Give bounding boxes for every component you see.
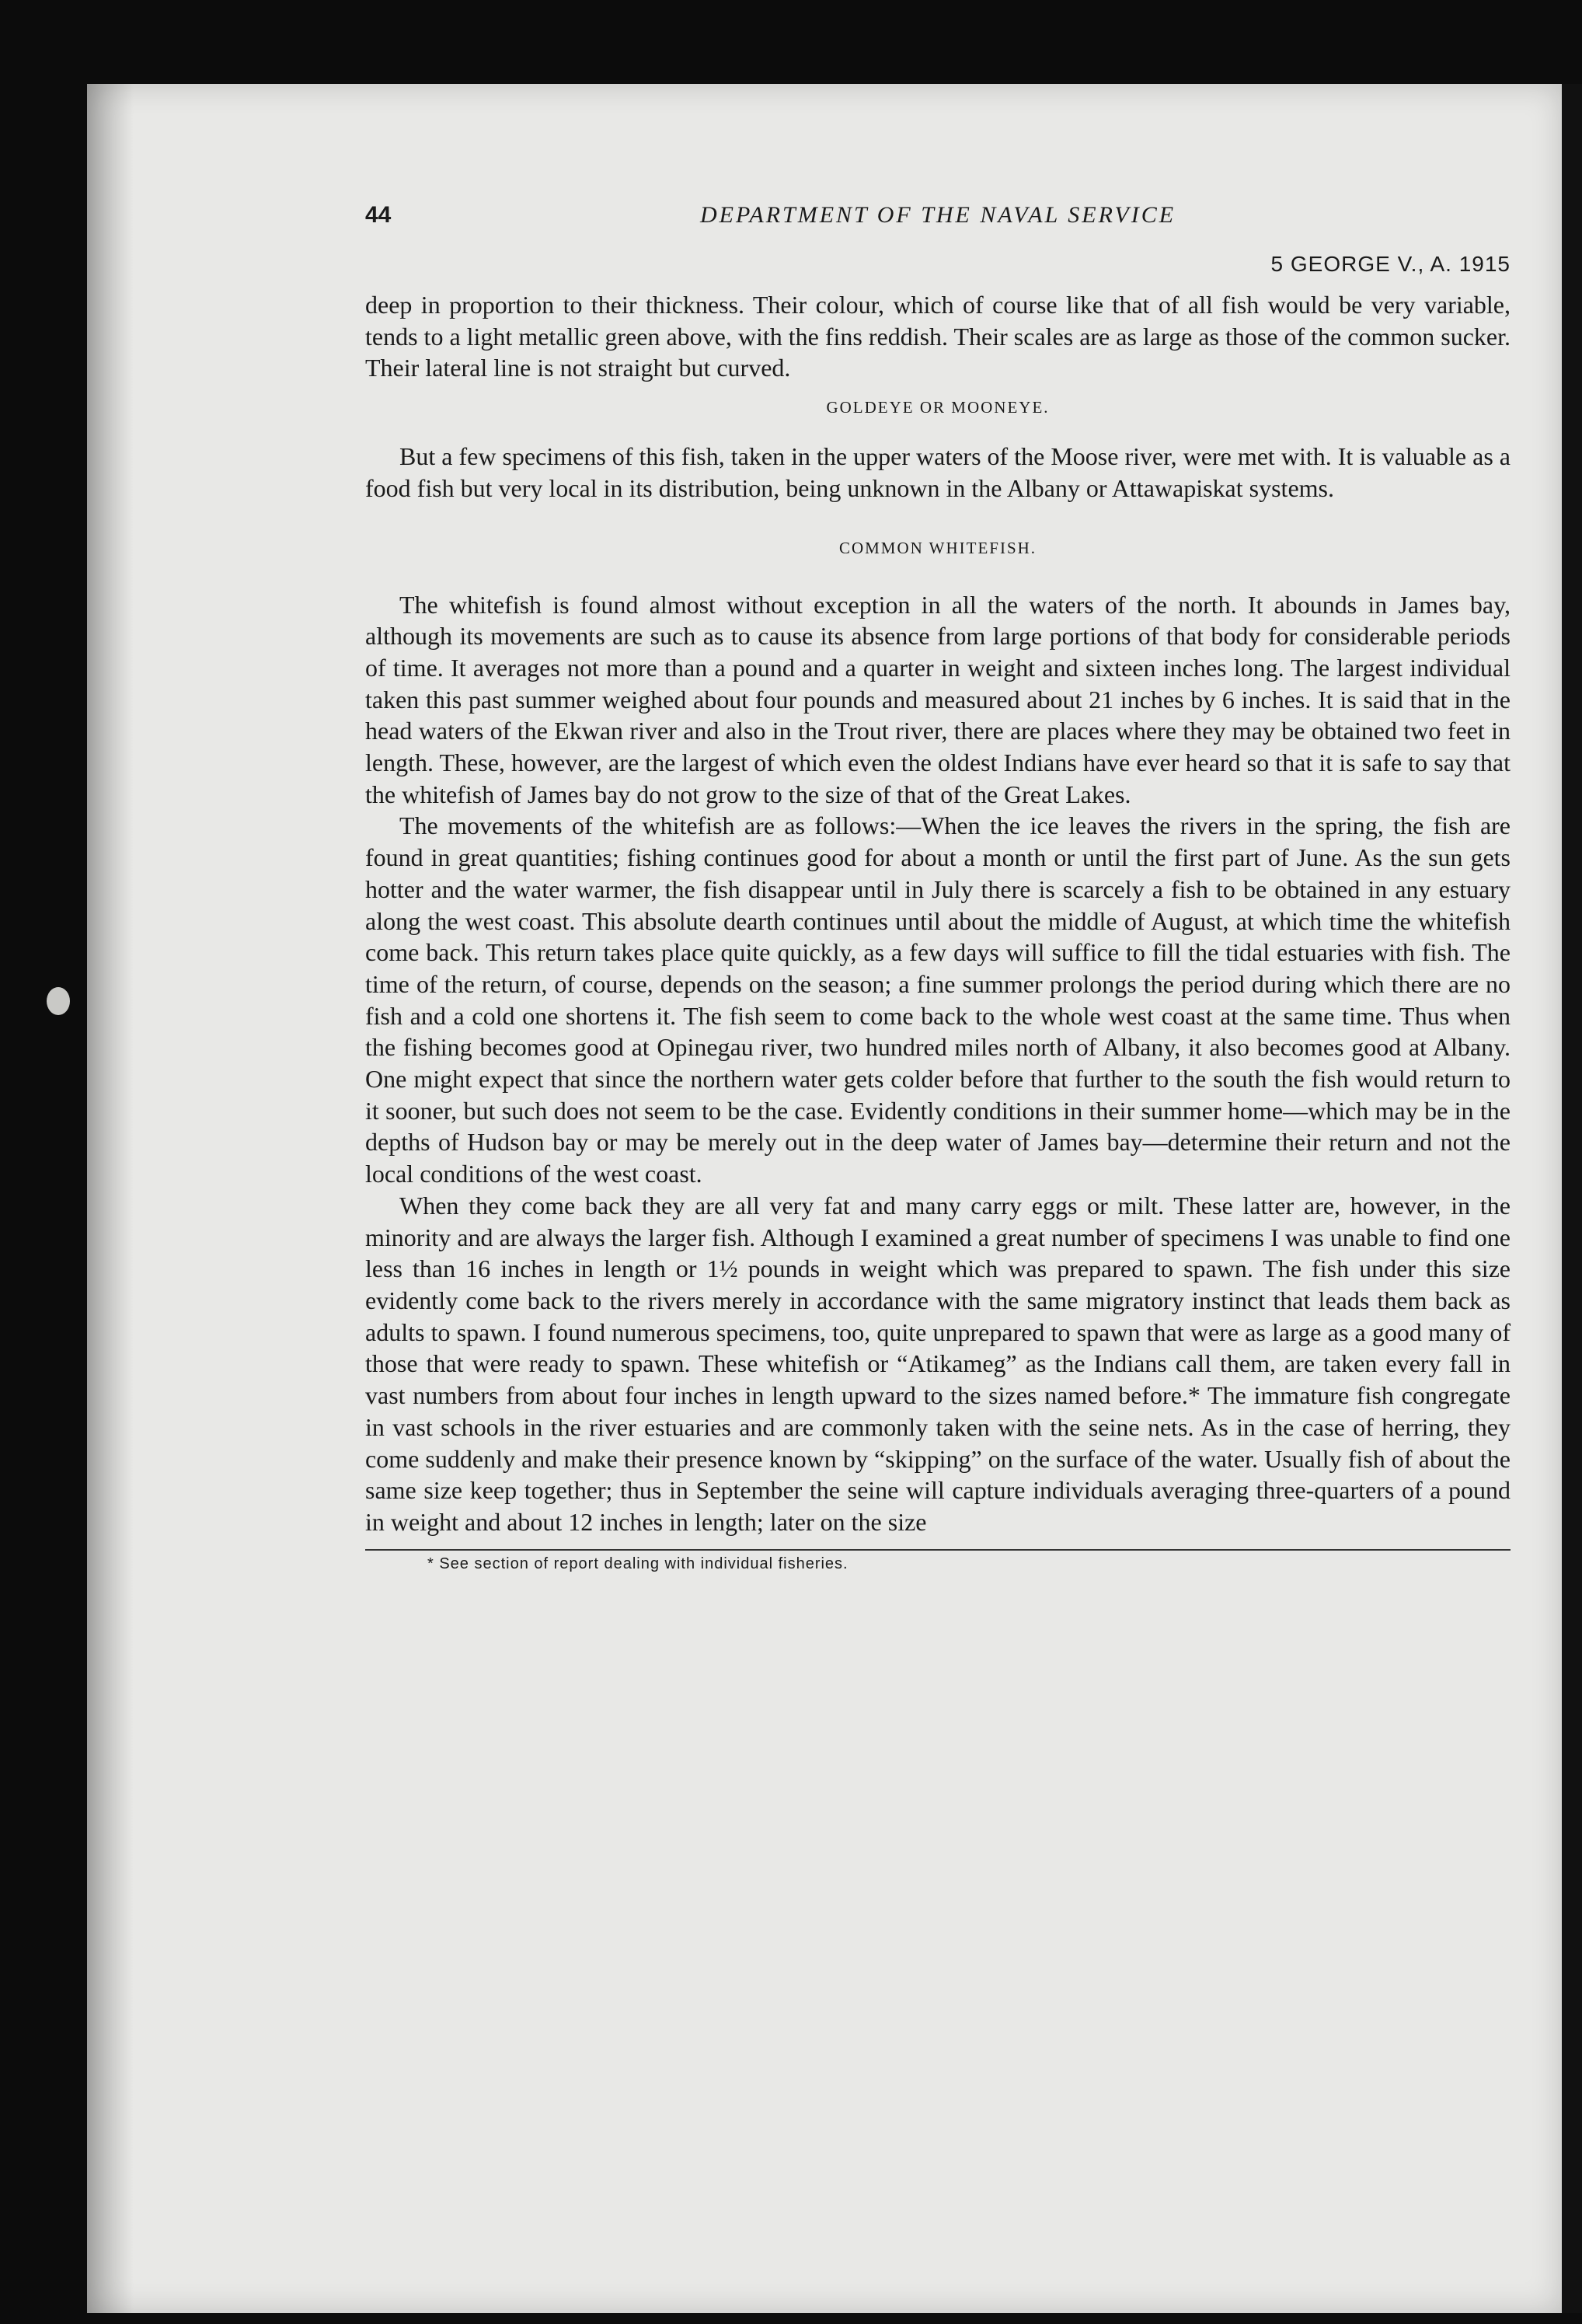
section-heading-goldeye: GOLDEYE OR MOONEYE. — [826, 398, 1050, 417]
footnote-rule — [365, 1549, 1511, 1551]
running-head: DEPARTMENT OF THE NAVAL SERVICE — [699, 202, 1176, 228]
paragraph-whitefish-1: The whitefish is found almost without exception in all the waters of the north. It abounds in James bay, although its movements are such as to cause its absence from large portions of that body for considerable periods of time. It averages not more than a pound and a quarter in weight and sixteen inches long. The largest individual taken this past summer weighed about four pounds and measured about 21 inches by 6 inches. It is said that in the head waters of the Ekwan river and also in the Trout river, there are places where they may be obtained two feet in length. These, however, are the largest of which even the oldest Indians have ever heard so that it is safe to say that the whitefish of James bay do not grow to the size of that of the Great Lakes. — [365, 590, 1511, 808]
page-binding-shadow — [87, 84, 134, 2313]
page-number: 44 — [365, 202, 392, 228]
scan-border — [1562, 84, 1582, 2313]
footnote: * See section of report dealing with individual fisheries. — [427, 1555, 848, 1572]
paragraph-opening: deep in proportion to their thickness. Their colour, which of course like that of all fish would be very variable, tends to a light metallic green above, with the fins reddish. Their scales are as large as those of the common sucker. Their lateral line is not straight but curved. — [365, 291, 1511, 382]
section-heading-whitefish: COMMON WHITEFISH. — [838, 538, 1037, 557]
paragraph-whitefish-3: When they come back they are all very fat and many carry eggs or milt. These latter are, however, in the minority and are always the larger fish. Although I examined a great number of specimens I was unable to find one less than 16 inches in length or 1½ pounds in weight which was prepared to spawn. The fish under this size evidently come back to the rivers merely in accordance with the same migratory instinct that leads them back as adults to spawn. I found numerous specimens, too, quite unprepared to spawn that were as large as a good many of those that were ready to spawn. These whitefish or “Atikameg” as the Indians call them, are taken every fall in vast numbers from about four inches in length upward to the sizes named before.* The immature fish congregate in vast schools in the river estuaries and are commonly taken with the seine nets. As in the case of herring, they come suddenly and make their presence known by “skipping” on the surface of the water. Usually fish of about the same size keep together; thus in September the seine will capture individuals averaging three-quarters of a pound in weight and about 12 inches in length; later on the size — [365, 1191, 1511, 1536]
paragraph-whitefish-2: The movements of the whitefish are as follows:—When the ice leaves the rivers in the spring, the fish are found in great quantities; fishing continues good for about a month or until the first part of June. As the sun gets hotter and the water warmer, the fish disappear until in July there is scarcely a fish to be obtained in any estuary along the west coast. This absolute dearth continues until about the middle of August, at which time the whitefish come back. This return takes place quite quickly, as a few days will suffice to fill the tidal estuaries with fish. The time of the return, of course, depends on the season; a fine summer prolongs the period during which there are no fish and a cold one shortens it. The fish seem to come back to the whole west coast at the same time. Thus when the fishing becomes good at Opinegau river, two hundred miles north of Albany, it also becomes good at Albany. One might expect that since the northern water gets colder before that further to the south the fish would return to it sooner, but such does not seem to be the case. Evidently conditions in their summer home—which may be in the depths of Hudson bay or may be merely out in the deep water of James bay—determine their return and not the local conditions of the west coast. — [365, 811, 1511, 1188]
paragraph-goldeye: But a few specimens of this fish, taken in the upper waters of the Moose river, were met with. It is valuable as a food fish but very local in its distribution, being unknown in the Albany or Attawapiskat systems. — [365, 442, 1511, 502]
page-header — [365, 202, 1511, 243]
regnal-year: 5 GEORGE V., A. 1915 — [1270, 252, 1511, 276]
margin-blot — [47, 987, 70, 1015]
text-block — [365, 202, 1511, 1573]
